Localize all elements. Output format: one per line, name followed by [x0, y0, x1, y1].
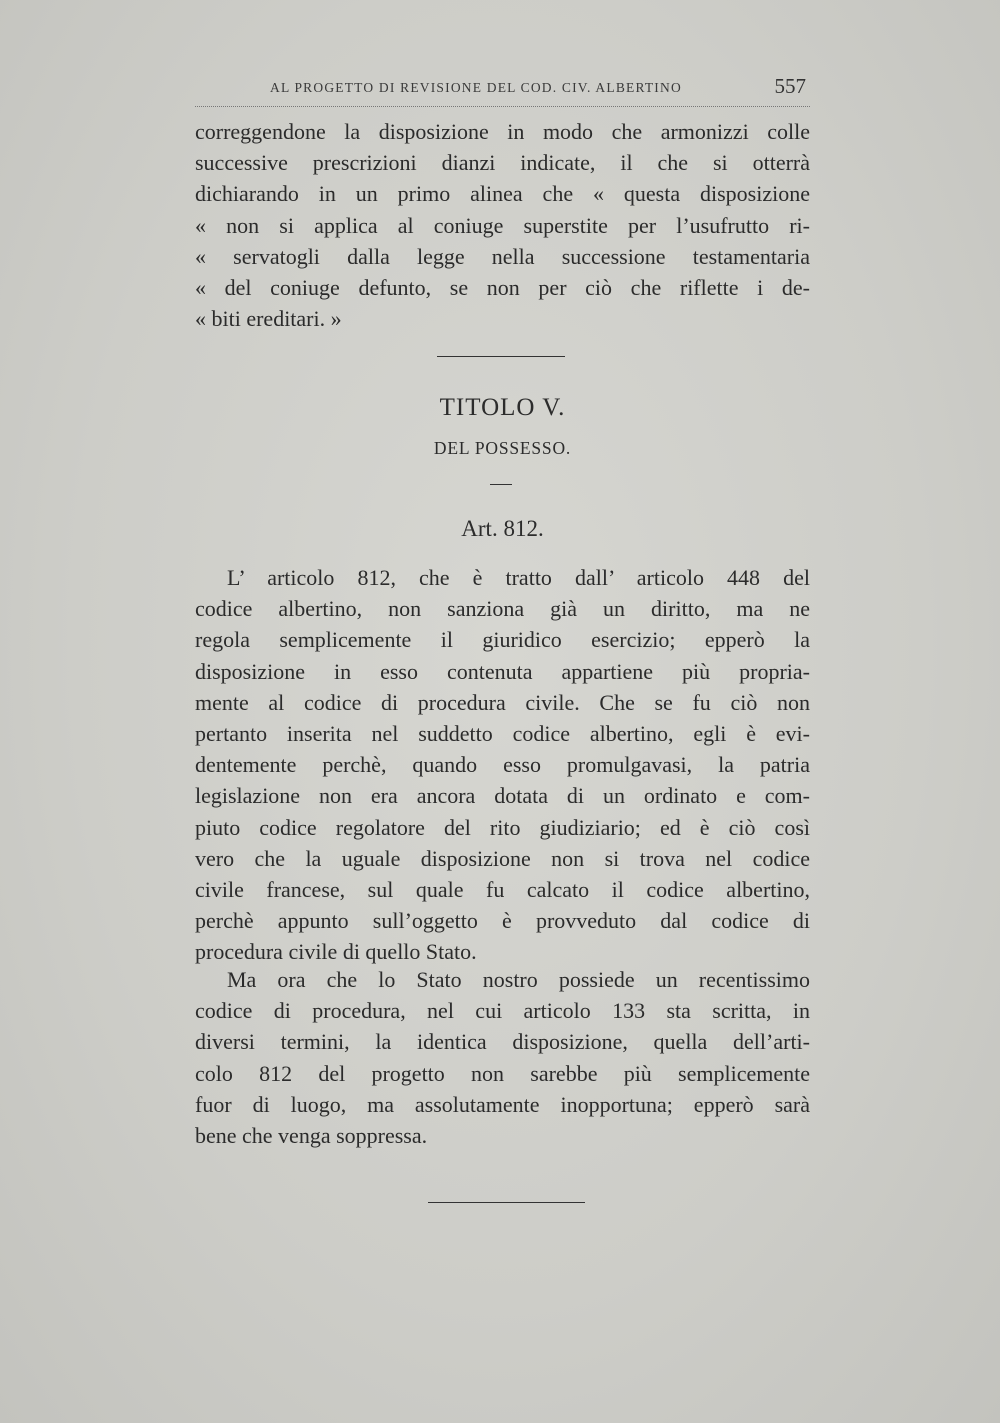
- text-line: « servatogli dalla legge nella successione testamentaria: [195, 243, 810, 269]
- paragraph-article-812: [195, 562, 810, 968]
- text-line: codice di procedura, nel cui articolo 133 sta scritta, in: [195, 998, 810, 1024]
- text-line: colo 812 del progetto non sarebbe più semplicemente: [195, 1060, 810, 1086]
- section-divider: [437, 356, 565, 357]
- text-line: L’ articolo 812, che è tratto dall’ articolo 448 del: [227, 565, 810, 590]
- text-line: dichiarando in un primo alinea che « questa disposizione: [195, 181, 810, 207]
- text-line: procedura civile di quello Stato.: [195, 939, 477, 965]
- section-title: TITOLO V.: [439, 394, 566, 421]
- text-line: correggendone la disposizione in modo che armonizzi colle: [195, 119, 810, 144]
- paragraph-continuation: [195, 116, 810, 334]
- text-line: legislazione non era ancora dotata di un ordinato e com-: [195, 783, 810, 809]
- text-line: pertanto inserita nel suddetto codice albertino, egli è evi-: [195, 721, 810, 747]
- text-line: fuor di luogo, ma assolutamente inopportuna; epperò sarà: [195, 1091, 810, 1117]
- text-line: regola semplicemente il giuridico esercizio; epperò la: [195, 627, 810, 653]
- text-line: vero che la uguale disposizione non si trova nel codice: [195, 845, 810, 871]
- text-line: « biti ereditari. »: [195, 306, 342, 332]
- text-line: « non si applica al coniuge superstite per l’usufrutto ri-: [195, 212, 810, 238]
- running-title: AL PROGETTO DI REVISIONE DEL COD. CIV. ALBERTINO: [270, 80, 682, 95]
- end-divider: [428, 1202, 585, 1203]
- text-line: mente al codice di procedura civile. Che se fu ciò non: [195, 689, 810, 715]
- text-line: diversi termini, la identica disposizione, quella dell’arti-: [195, 1029, 810, 1055]
- text-line: civile francese, sul quale fu calcato il codice albertino,: [195, 877, 810, 903]
- article-heading: Art. 812.: [461, 516, 544, 541]
- page-number: 557: [774, 74, 806, 98]
- text-line: dentemente perchè, quando esso promulgavasi, la patria: [195, 752, 810, 778]
- text-line: « del coniuge defunto, se non per ciò che riflette i de-: [195, 275, 810, 301]
- running-header: [195, 72, 810, 107]
- short-dash-divider: [490, 484, 512, 485]
- text-line: bene che venga soppressa.: [195, 1123, 428, 1149]
- text-line: perchè appunto sull’oggetto è provveduto dal codice di: [195, 908, 810, 934]
- text-line: piuto codice regolatore del rito giudiziario; ed è ciò così: [195, 814, 810, 840]
- text-line: disposizione in esso contenuta appartiene più propria-: [195, 658, 810, 684]
- text-line: codice albertino, non sanziona già un diritto, ma ne: [195, 596, 810, 622]
- text-line: successive prescrizioni dianzi indicate, il che si otterrà: [195, 150, 810, 176]
- section-subtitle: DEL POSSESSO.: [433, 438, 572, 458]
- paragraph-conclusion: [195, 964, 810, 1151]
- text-line: Ma ora che lo Stato nostro possiede un recentissimo: [227, 967, 810, 992]
